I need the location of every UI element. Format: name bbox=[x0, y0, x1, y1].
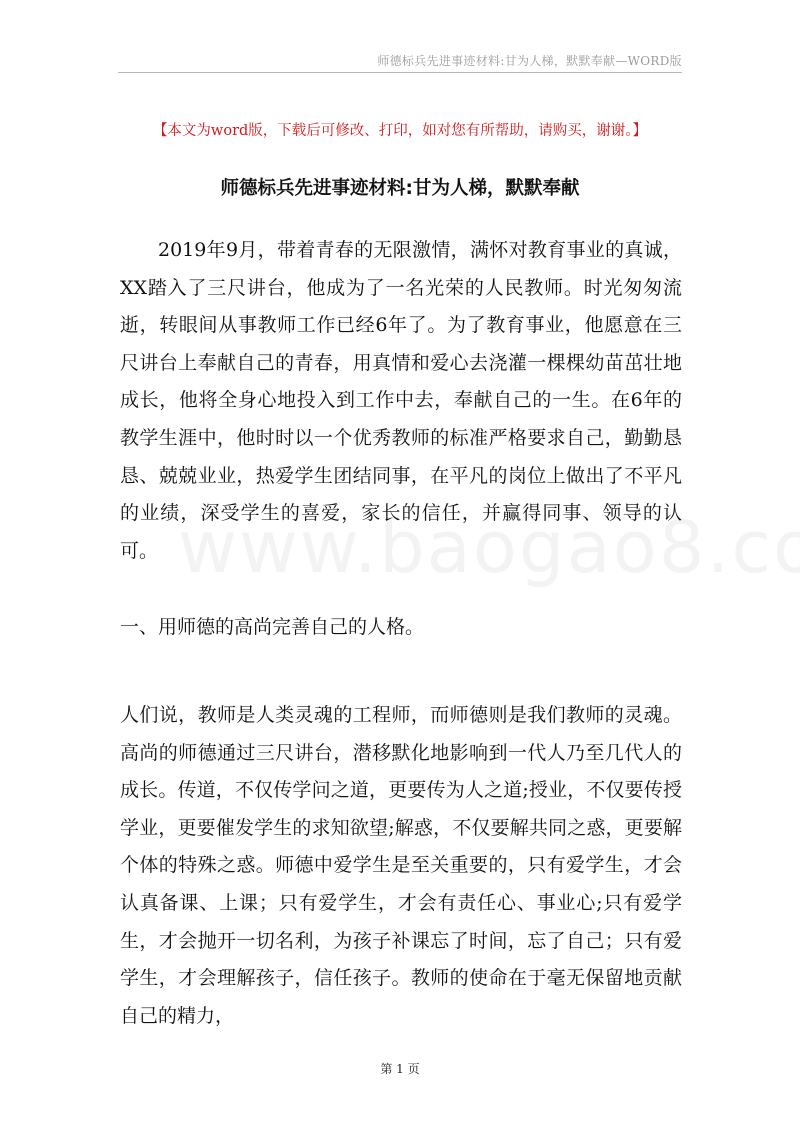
paragraph-intro: 2019年9月，带着青春的无限激情，满怀对教育事业的真诚，XX踏入了三尺讲台，他成为了一名光荣的人民教师。时光匆匆流逝，转眼间从事教师工作已经6年了。为了教育事业，他愿意在三尺讲台上奉献自己的青春，用真情和爱心去浇灌一棵棵幼苗茁壮地成长，他将全身心地投入到工作中去，奉献自己的一生。在6年的教学生涯中，他时时以一个优秀教师的标准严格要求自己，勤勤恳恳、兢兢业业，热爱学生团结同事，在平凡的岗位上做出了不平凡的业绩，深受学生的喜爱，家长的信任，并赢得同事、领导的认可。 bbox=[120, 239, 682, 562]
page-number: 第 1 页 bbox=[380, 1062, 420, 1076]
running-header: 师德标兵先进事迹材料:甘为人梯，默默奉献—WORD版 bbox=[377, 54, 682, 68]
paragraph-section-1: 人们说，教师是人类灵魂的工程师，而师德则是我们教师的灵魂。高尚的师德通过三尺讲台，潜移默化地影响到一代人乃至几代人的成长。传道，不仅传学问之道，更要传为人之道;授业，不仅要传授学业，更要催发学生的求知欲望;解惑，不仅要解共同之惑，更要解个体的特殊之惑。师德中爱学生是至关重要的，只有爱学生，才会认真备课、上课；只有爱学生，才会有责任心、事业心;只有爱学生，才会抛开一切名利，为孩子补课忘了时间，忘了自己；只有爱学生，才会理解孩子，信任孩子。教师的使命在于毫无保留地贡献自己的精力， bbox=[120, 704, 682, 1027]
document-title: 师德标兵先进事迹材料:甘为人梯，默默奉献 bbox=[220, 178, 580, 199]
download-notice: 【本文为word版，下载后可修改、打印，如对您有所帮助，请购买，谢谢。】 bbox=[152, 123, 648, 139]
header-divider bbox=[118, 72, 682, 73]
section-heading-1: 一、用师德的高尚完善自己的人格。 bbox=[120, 616, 425, 638]
